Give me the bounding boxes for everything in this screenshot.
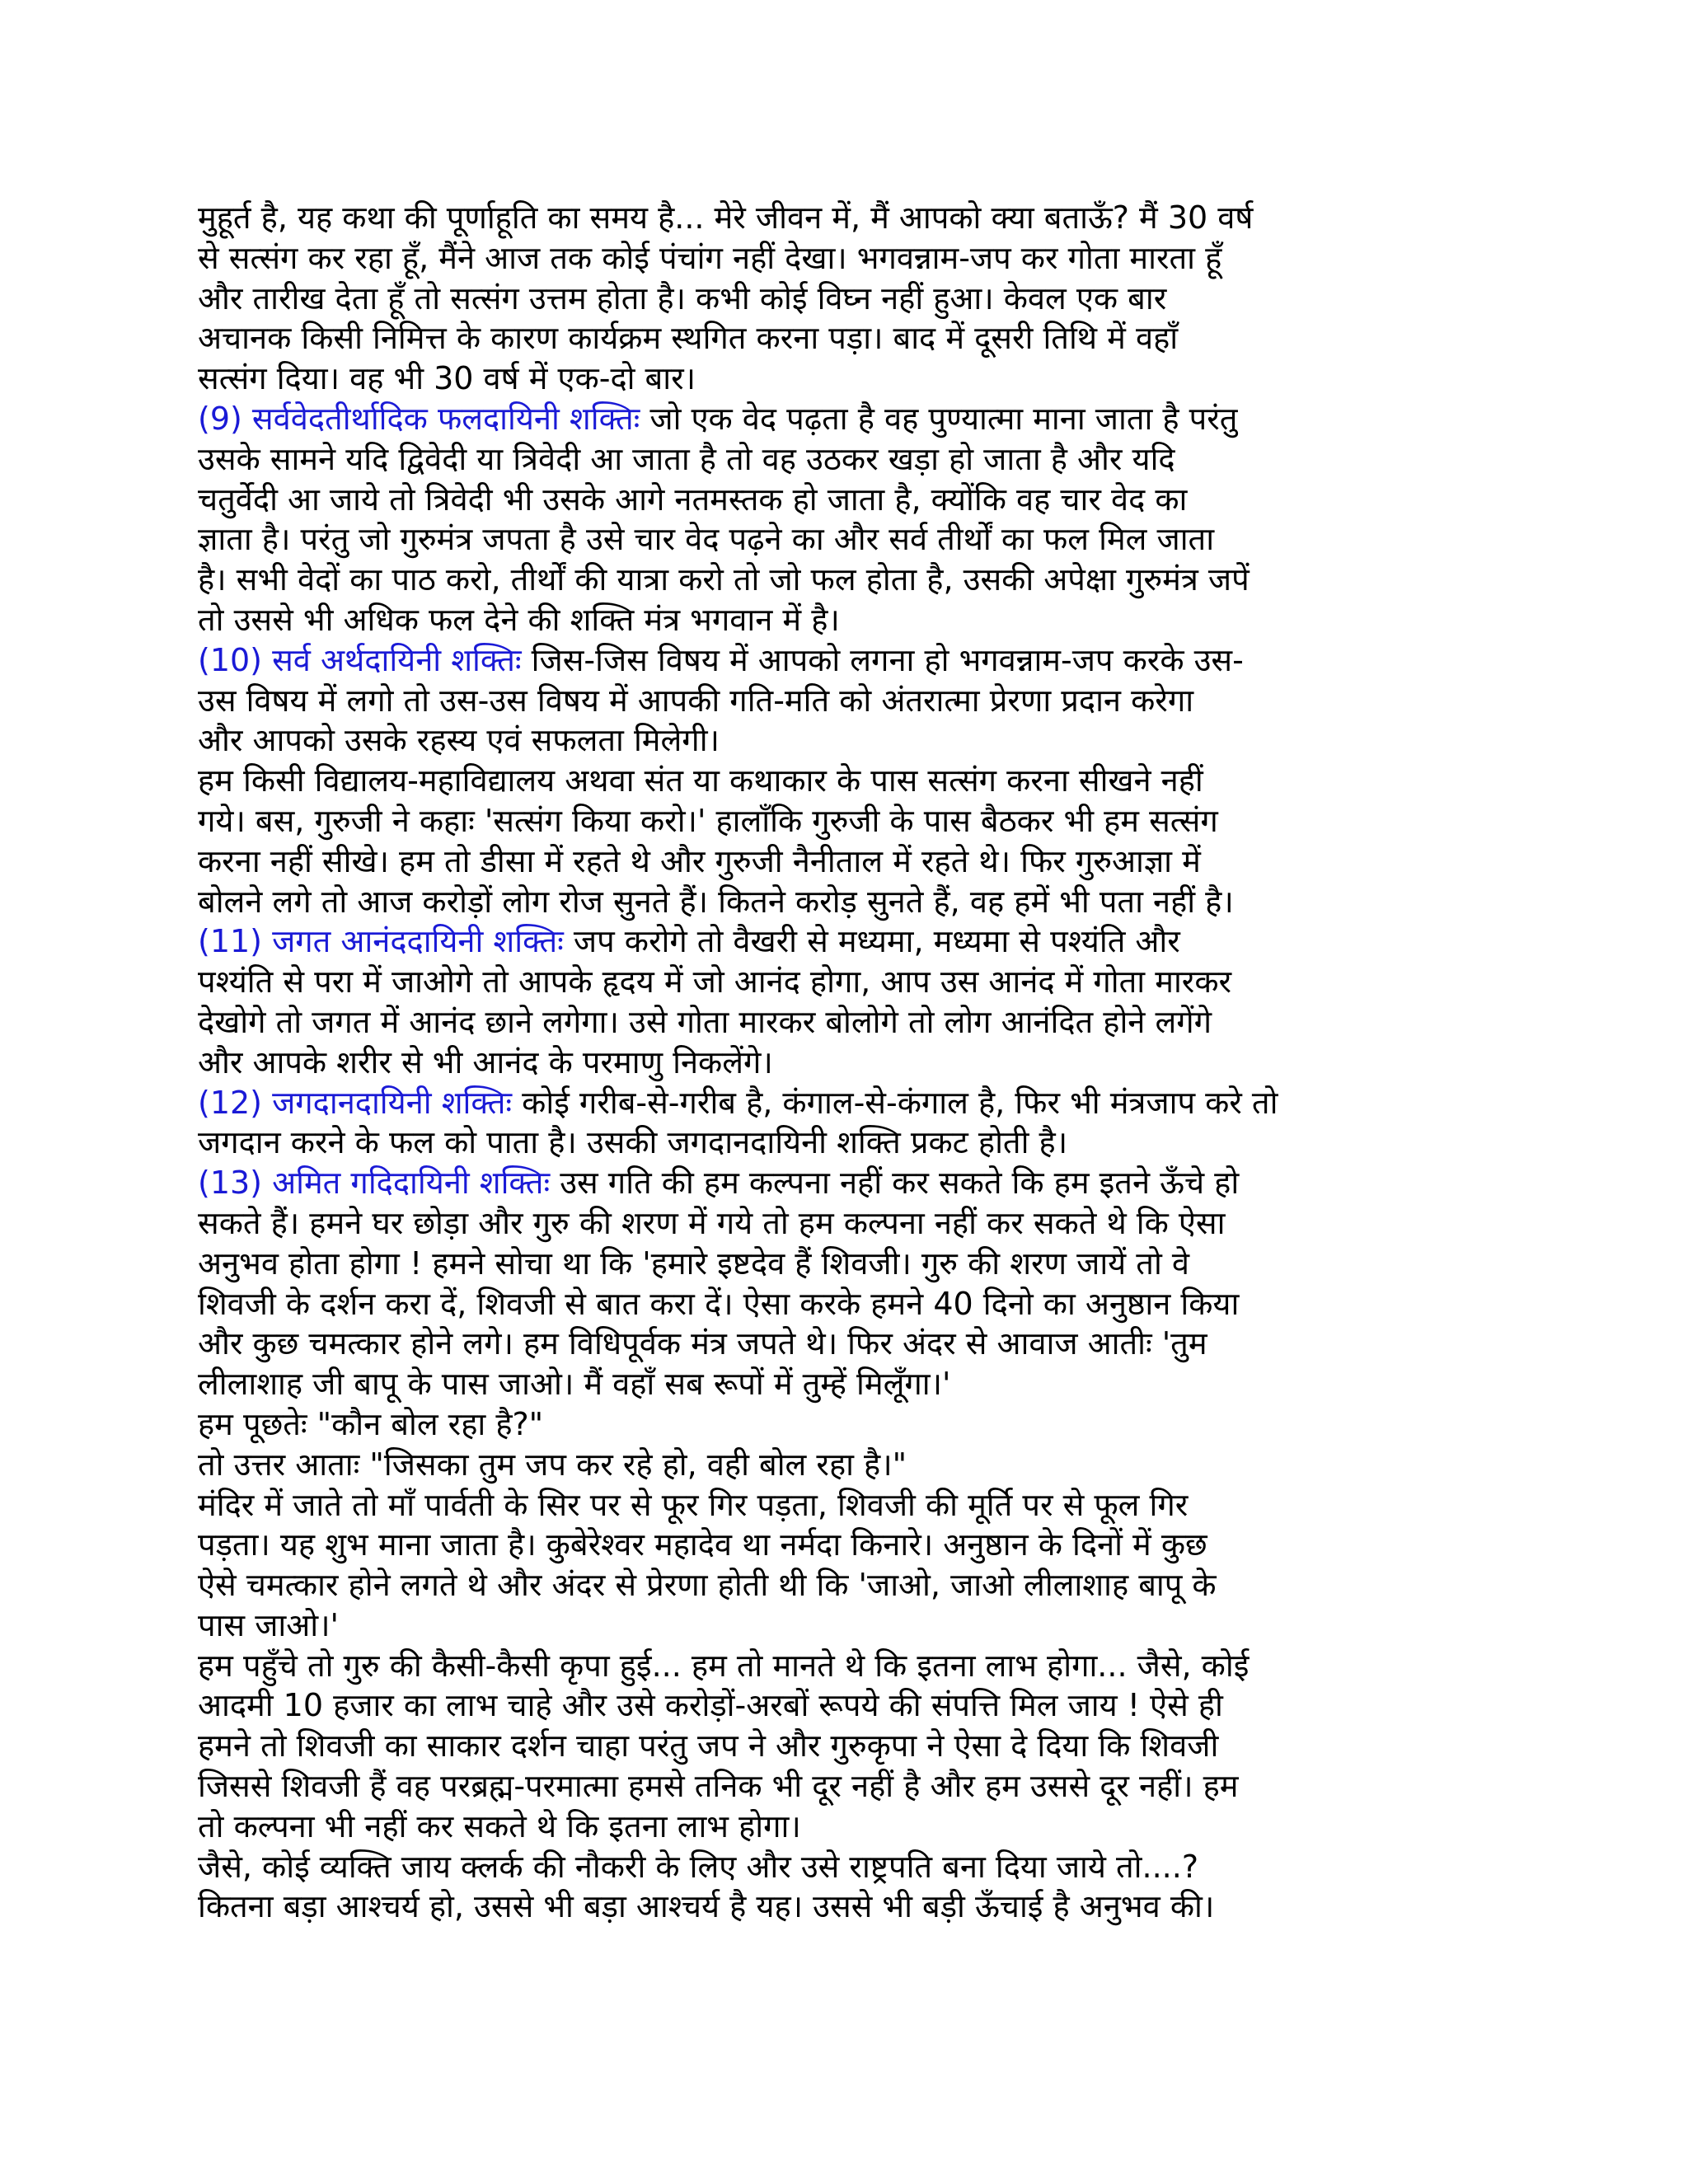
text-line: [198, 1685, 1500, 1726]
paragraph-text: तो उत्तर आताः "जिसका तुम जप कर रहे हो, वही बोल रहा है।": [198, 1446, 907, 1483]
text-line: [198, 1445, 1500, 1485]
paragraph-text: गये। बस, गुरुजी ने कहाः 'सत्संग किया करो।' हालाँकि गुरुजी के पास बैठकर भी हम सत्संग: [198, 802, 1218, 839]
paragraph-text: लीलाशाह जी बापू के पास जाओ। मैं वहाँ सब रूपों में तुम्हें मिलूँगा।': [198, 1366, 951, 1403]
paragraph-text: से सत्संग कर रहा हूँ, मैंने आज तक कोई पंचांग नहीं देखा। भगवन्नाम-जप कर गोता मारता हूँ: [198, 239, 1222, 276]
text-line: [198, 921, 1500, 962]
text-line: [198, 1244, 1500, 1284]
text-line: [198, 1203, 1500, 1244]
text-line: [198, 1525, 1500, 1565]
paragraph-text: और आपको उसके रहस्य एवं सफलता मिलेगी।: [198, 722, 720, 759]
paragraph-text: मंदिर में जाते तो माँ पार्वती के सिर पर से फूर गिर पड़ता, शिवजी की मूर्ति पर से फूल गिर: [198, 1486, 1189, 1523]
paragraph-text: पश्यंति से परा में जाओगे तो आपके हृदय में जो आनंद होगा, आप उस आनंद में गोता मारकर: [198, 963, 1232, 1001]
text-line: [198, 1284, 1500, 1324]
text-line: [198, 681, 1500, 721]
text-line: [198, 1766, 1500, 1807]
text-line: [198, 801, 1500, 841]
paragraph-text: सकते हैं। हमने घर छोड़ा और गुरु की शरण में गये तो हम कल्पना नहीं कर सकते थे कि ऐसा: [198, 1204, 1226, 1241]
paragraph-text: करना नहीं सीखे। हम तो डीसा में रहते थे और गुरुजी नैनीताल में रहते थे। फिर गुरुआज्ञा में: [198, 842, 1201, 879]
text-line: [198, 1083, 1500, 1123]
text-line: [198, 841, 1500, 882]
text-line: [198, 1163, 1500, 1203]
section-heading: (9) सर्ववेदतीर्थादिक फलदायिनी शक्तिः: [198, 400, 640, 437]
text-line: [198, 1324, 1500, 1364]
section-heading: (11) जगत आनंददायिनी शक्तिः: [198, 923, 564, 960]
paragraph-text: जिससे शिवजी हैं वह परब्रह्म-परमात्मा हमसे तनिक भी दूर नहीं है और हम उससे दूर नहीं। हम: [198, 1768, 1239, 1805]
paragraph-text: जगदान करने के फल को पाता है। उसकी जगदानदायिनी शक्ति प्रकट होती है।: [198, 1124, 1068, 1161]
paragraph-text: कितना बड़ा आश्चर्य हो, उससे भी बड़ा आश्चर्य है यह। उससे भी बड़ी ऊँचाई है अनुभव की।: [198, 1888, 1215, 1925]
text-line: [198, 1043, 1500, 1083]
text-line: [198, 882, 1500, 922]
paragraph-text: जप करोगे तो वैखरी से मध्यमा, मध्यमा से पश्यंति और: [563, 923, 1180, 960]
paragraph-text: जिस-जिस विषय में आपको लगना हो भगवन्नाम-जप करके उस-: [521, 641, 1244, 678]
paragraph-text: चतुर्वेदी आ जाये तो त्रिवेदी भी उसके आगे नतमस्तक हो जाता है, क्योंकि वह चार वेद का: [198, 480, 1188, 518]
text-line: [198, 560, 1500, 600]
text-line: [198, 1485, 1500, 1526]
text-line: [198, 1364, 1500, 1404]
text-line: [198, 761, 1500, 801]
text-line: [198, 318, 1500, 359]
text-line: [198, 1807, 1500, 1847]
paragraph-text: तो उससे भी अधिक फल देने की शक्ति मंत्र भगवान में है।: [198, 601, 840, 638]
section-heading: (13) अमित गदिदायिनी शक्तिः: [198, 1165, 551, 1202]
text-line: [198, 962, 1500, 1002]
paragraph-text: हम पहुँचे तो गुरु की कैसी-कैसी कृपा हुई... हम तो मानते थे कि इतना लाभ होगा... जैसे, कोई: [198, 1647, 1250, 1684]
paragraph-text: देखोगे तो जगत में आनंद छाने लगेगा। उसे गोता मारकर बोलोगे तो लोग आनंदित होने लगेंगे: [198, 1003, 1212, 1040]
paragraph-text: आदमी 10 हजार का लाभ चाहे और उसे करोड़ों-अरबों रूपये की संपत्ति मिल जाय ! ऐसे ही: [198, 1687, 1223, 1724]
body-text: [198, 198, 1500, 1927]
paragraph-text: है। सभी वेदों का पाठ करो, तीर्थों की यात्रा करो तो जो फल होता है, उसकी अपेक्षा गुरुमंत्र जपें: [198, 561, 1250, 598]
paragraph-text: जैसे, कोई व्यक्ति जाय क्लर्क की नौकरी के लिए और उसे राष्ट्रपति बना दिया जाये तो....?: [198, 1848, 1198, 1885]
paragraph-text: हम किसी विद्यालय-महाविद्यालय अथवा संत या कथाकार के पास सत्संग करना सीखने नहीं: [198, 762, 1203, 799]
paragraph-text: ऐसे चमत्कार होने लगते थे और अंदर से प्रेरणा होती थी कि 'जाओ, जाओ लीलाशाह बापू के: [198, 1567, 1217, 1604]
paragraph-text: बोलने लगे तो आज करोड़ों लोग रोज सुनते हैं। कितने करोड़ सुनते हैं, वह हमें भी पता नहीं है।: [198, 883, 1234, 920]
text-line: [198, 1404, 1500, 1445]
text-line: [198, 1847, 1500, 1887]
paragraph-text: मुहूर्त है, यह कथा की पूर्णाहूति का समय है... मेरे जीवन में, मैं आपको क्या बताऊँ? मैं 30 वर्ष: [198, 199, 1254, 236]
text-line: [198, 1646, 1500, 1686]
text-line: [198, 1886, 1500, 1927]
text-line: [198, 1605, 1500, 1646]
text-line: [198, 238, 1500, 279]
text-line: [198, 1002, 1500, 1043]
text-line: [198, 359, 1500, 399]
paragraph-text: पड़ता। यह शुभ माना जाता है। कुबेरेश्वर महादेव था नर्मदा किनारे। अनुष्ठान के दिनों में कुछ: [198, 1526, 1207, 1563]
paragraph-text: पास जाओ।': [198, 1606, 339, 1643]
paragraph-text: सत्संग दिया। वह भी 30 वर्ष में एक-दो बार।: [198, 360, 696, 397]
paragraph-text: उसके सामने यदि द्विवेदी या त्रिवेदी आ जाता है तो वह उठकर खड़ा हो जाता है और यदि: [198, 440, 1175, 477]
paragraph-text: और कुछ चमत्कार होने लगे। हम विधिपूर्वक मंत्र जपते थे। फिर अंदर से आवाज आतीः 'तुम: [198, 1325, 1207, 1362]
section-heading: (12) जगदानदायिनी शक्तिः: [198, 1084, 513, 1121]
paragraph-text: उस विषय में लगो तो उस-उस विषय में आपकी गति-मति को अंतरात्मा प्रेरणा प्रदान करेगा: [198, 682, 1194, 719]
text-line: [198, 279, 1500, 319]
text-line: [198, 198, 1500, 238]
text-line: [198, 720, 1500, 761]
text-line: [198, 480, 1500, 520]
paragraph-text: और तारीख देता हूँ तो सत्संग उत्तम होता है। कभी कोई विघ्न नहीं हुआ। केवल एक बार: [198, 279, 1167, 316]
text-line: [198, 640, 1500, 681]
paragraph-text: अचानक किसी निमित्त के कारण कार्यक्रम स्थगित करना पड़ा। बाद में दूसरी तिथि में वहाँ: [198, 320, 1179, 357]
text-line: [198, 1122, 1500, 1163]
text-line: [198, 1726, 1500, 1766]
paragraph-text: ज्ञाता है। परंतु जो गुरुमंत्र जपता है उसे चार वेद पढ़ने का और सर्व तीर्थों का फल मिल जाता: [198, 521, 1215, 558]
text-line: [198, 399, 1500, 439]
paragraph-text: और आपके शरीर से भी आनंद के परमाणु निकलेंगे।: [198, 1043, 773, 1080]
paragraph-text: शिवजी के दर्शन करा दें, शिवजी से बात करा दें। ऐसा करके हमने 40 दिनो का अनुष्ठान किया: [198, 1285, 1240, 1322]
paragraph-text: हम पूछतेः "कौन बोल रहा है?": [198, 1405, 544, 1442]
text-line: [198, 519, 1500, 560]
text-line: [198, 600, 1500, 640]
text-line: [198, 439, 1500, 480]
paragraph-text: कोई गरीब-से-गरीब है, कंगाल-से-कंगाल है, फिर भी मंत्रजाप करे तो: [512, 1084, 1278, 1121]
section-heading: (10) सर्व अर्थदायिनी शक्तिः: [198, 641, 522, 678]
text-line: [198, 1565, 1500, 1605]
paragraph-text: उस गति की हम कल्पना नहीं कर सकते कि हम इतने ऊँचे हो: [550, 1165, 1240, 1202]
paragraph-text: जो एक वेद पढ़ता है वह पुण्यात्मा माना जाता है परंतु: [640, 400, 1238, 437]
paragraph-text: अनुभव होता होगा ! हमने सोचा था कि 'हमारे इष्टदेव हैं शिवजी। गुरु की शरण जायें तो वे: [198, 1244, 1189, 1282]
paragraph-text: हमने तो शिवजी का साकार दर्शन चाहा परंतु जप ने और गुरुकृपा ने ऐसा दे दिया कि शिवजी: [198, 1727, 1219, 1765]
paragraph-text: तो कल्पना भी नहीं कर सकते थे कि इतना लाभ होगा।: [198, 1807, 801, 1844]
